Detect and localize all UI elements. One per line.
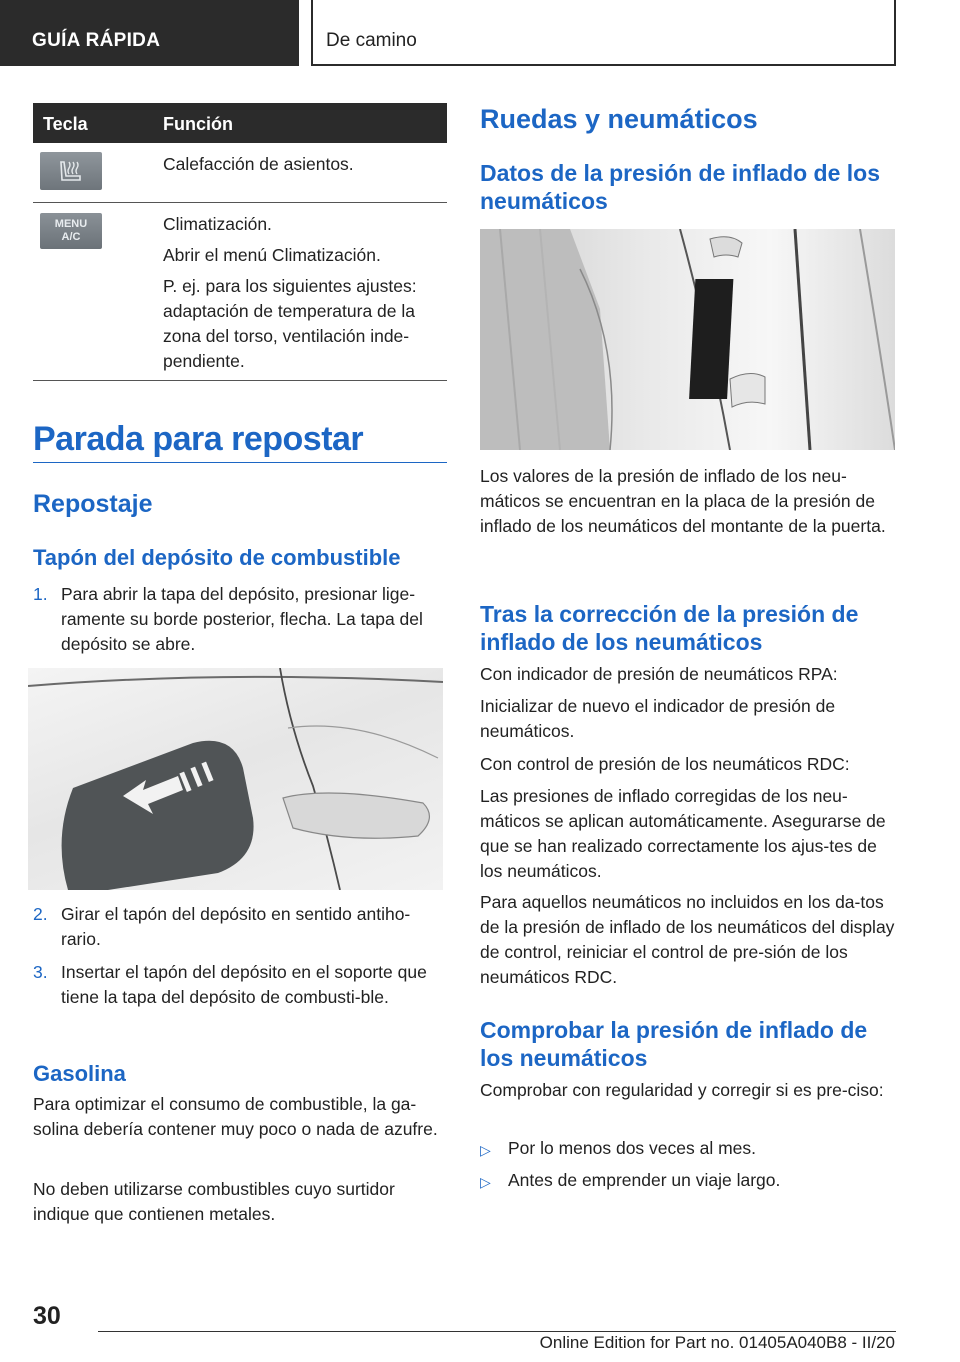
list-item — [33, 582, 447, 657]
bullet-text: Por lo menos dos veces al mes. — [508, 1138, 757, 1158]
list-item — [33, 960, 447, 1035]
function-text: Abrir el menú Climatización. — [163, 245, 381, 265]
col-header-key: Tecla — [43, 114, 88, 134]
function-description — [163, 152, 447, 183]
header-chapter-box — [311, 0, 896, 66]
seat-heating-icon — [40, 152, 102, 190]
step-text: Girar el tapón del depósito en sentido antiho‐rario. — [61, 904, 411, 949]
paragraph: Los valores de la presión de inflado de los neu‐máticos se encuentran en la placa de la presión de inflado de los neumáticos del montante de la puerta. — [480, 466, 886, 536]
footer-edition: Online Edition for Part no. 01405A040B8 - II/20 — [539, 1333, 895, 1352]
paragraph: Con indicador de presión de neumáticos RPA: — [480, 664, 838, 684]
menu-ac-key-icon — [40, 213, 102, 249]
bullet-text: Antes de emprender un viaje largo. — [508, 1170, 781, 1190]
tire-pressure-label-image — [480, 229, 895, 450]
paragraph: Para optimizar el consumo de combustible, la ga‐solina debería contener muy poco o nada de azufre. — [33, 1094, 438, 1139]
key-label-menu: MENU — [54, 218, 88, 230]
step-number: 1. — [33, 584, 48, 604]
header-section-label: GUÍA RÁPIDA — [32, 30, 161, 51]
function-description — [163, 212, 447, 380]
subsection-title: Repostaje — [33, 490, 153, 518]
paragraph: Inicializar de nuevo el indicador de presión de neumáticos. — [480, 696, 836, 741]
list-item — [480, 1136, 896, 1161]
step-number: 3. — [33, 962, 48, 982]
function-text: P. ej. para los siguientes ajustes: adaptación de temperatura de la zona del torso, ventilación inde‐pendiente. — [163, 276, 417, 371]
fuel-flap-image — [28, 668, 443, 890]
list-item — [33, 902, 447, 952]
header-section-tab — [0, 0, 299, 66]
list-item — [480, 1168, 896, 1193]
section-title-rule — [33, 462, 447, 463]
bullet-triangle-icon: ▷ — [480, 1142, 491, 1158]
topic-title: Datos de la presión de inflado de los neumáticos — [480, 160, 881, 214]
topic-title: Tras la corrección de la presión de inflado de los neumáticos — [480, 601, 859, 655]
key-label-ac: A/C — [61, 231, 81, 243]
step-text: Insertar el tapón del depósito en el soporte que tiene la tapa del depósito de combusti‐ble. — [61, 962, 427, 1007]
function-text: Calefacción de asientos. — [163, 154, 354, 174]
col-header-function: Función — [163, 114, 233, 134]
paragraph: Con control de presión de los neumáticos RDC: — [480, 754, 850, 774]
page-number: 30 — [33, 1302, 61, 1330]
section-title: Ruedas y neumáticos — [480, 104, 758, 134]
topic-title: Comprobar la presión de inflado de los neumáticos — [480, 1017, 868, 1071]
paragraph: No deben utilizarse combustibles cuyo surtidor indique que contienen metales. — [33, 1179, 395, 1224]
paragraph: Para aquellos neumáticos no incluidos en los da‐tos de la presión de inflado de los neumáticos del display de control, reiniciar el control de pre‐sión de los neumáticos RDC. — [480, 892, 895, 987]
step-text: Para abrir la tapa del depósito, presionar lige‐ramente su borde posterior, flecha. La tapa del depósito se abre. — [61, 584, 423, 654]
header-chapter-label: De camino — [326, 30, 417, 51]
topic-title: Gasolina — [33, 1061, 126, 1086]
table-header — [33, 103, 447, 143]
bullet-triangle-icon: ▷ — [480, 1174, 491, 1190]
table-row — [33, 143, 447, 203]
footer-rule — [98, 1331, 896, 1332]
table-row — [33, 203, 447, 381]
key-function-table — [33, 103, 447, 381]
function-text: Climatización. — [163, 214, 272, 234]
paragraph: Las presiones de inflado corregidas de los neu‐máticos se aplican automáticamente. Asegurarse de que se han realizado correctamente los ajus‐tes de los neumáticos. — [480, 786, 886, 881]
paragraph: Comprobar con regularidad y corregir si es pre‐ciso: — [480, 1080, 884, 1100]
step-number: 2. — [33, 904, 48, 924]
topic-title: Tapón del depósito de combustible — [33, 545, 401, 570]
section-title: Parada para repostar — [33, 420, 364, 458]
